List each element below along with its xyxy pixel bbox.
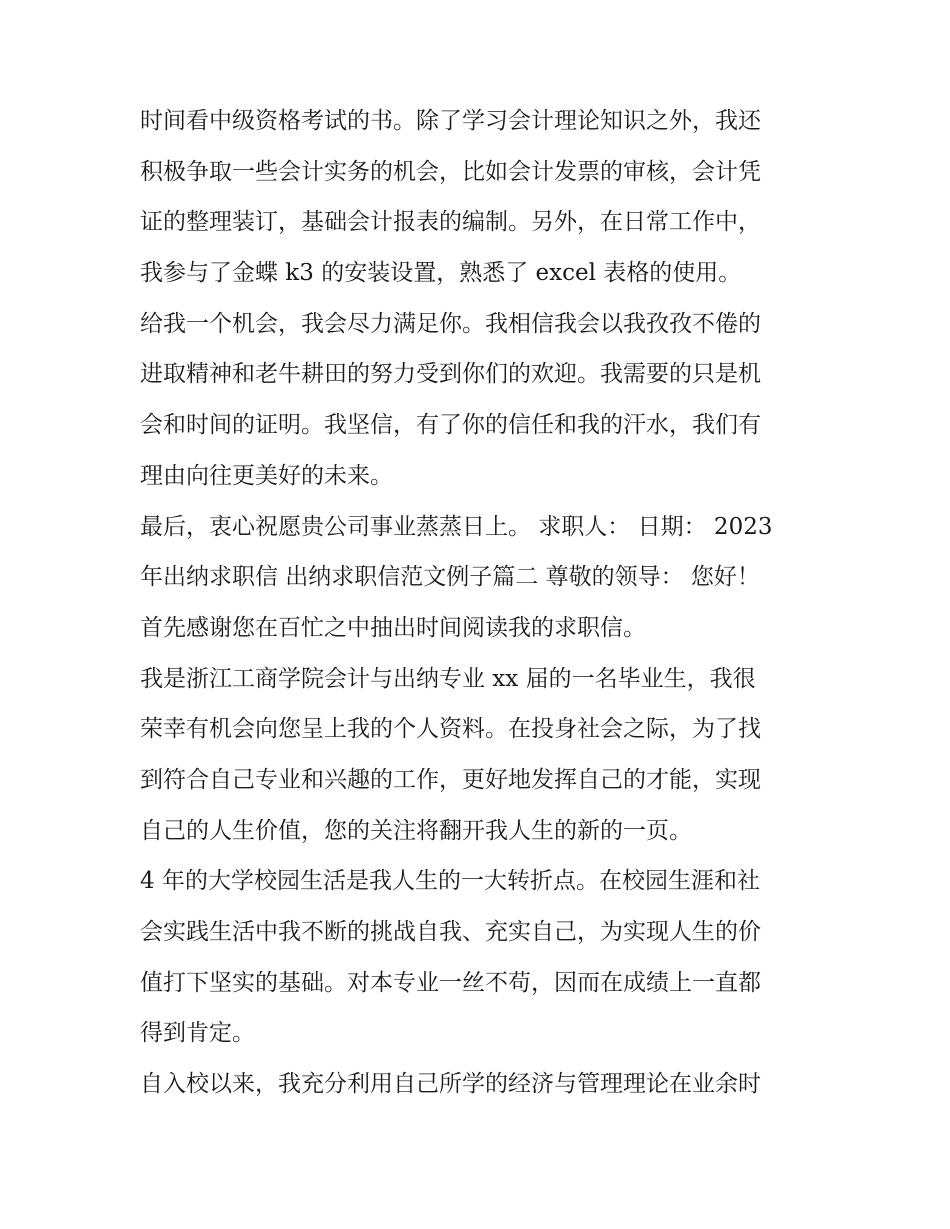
- text-line: 荣幸有机会向您呈上我的个人资料。在投身社会之际，为了找: [140, 716, 761, 743]
- text-line: 最后，衷心祝愿贵公司事业蒸蒸日上。 求职人： 日期： 2023: [140, 513, 773, 540]
- text-line: 自己的人生价值，您的关注将翻开我人生的新的一页。: [140, 817, 692, 844]
- text-line: 证的整理装订，基础会计报表的编制。另外，在日常工作中，: [140, 209, 761, 236]
- text-line: 自入校以来，我充分利用自己所学的经济与管理理论在业余时: [140, 1071, 761, 1098]
- text-line: 首先感谢您在百忙之中抽出时间阅读我的求职信。: [140, 614, 646, 641]
- text-line: 会实践生活中我不断的挑战自我、充实自己，为实现人生的价: [140, 919, 761, 945]
- text-line: 值打下坚实的基础。对本专业一丝不苟，因而在成绩上一直都: [140, 969, 761, 996]
- text-line: 我是浙江工商学院会计与出纳专业 xx 届的一名毕业生，我很: [140, 665, 756, 692]
- text-line: 得到肯定。: [140, 1020, 255, 1047]
- body-text: [140, 107, 812, 1121]
- text-line: 我参与了金蝶 k3 的安装设置，熟悉了 excel 表格的使用。: [140, 260, 742, 287]
- text-line: 理由向往更美好的未来。: [140, 462, 393, 489]
- text-line: 时间看中级资格考试的书。除了学习会计理论知识之外，我还: [140, 108, 761, 134]
- text-line: 4 年的大学校园生活是我人生的一大转折点。在校园生涯和社: [140, 868, 760, 895]
- text-line: 会和时间的证明。我坚信，有了你的信任和我的汗水，我们有: [140, 412, 761, 439]
- text-line: 积极争取一些会计实务的机会，比如会计发票的审核，会计凭: [140, 158, 761, 185]
- text-line: 进取精神和老牛耕田的努力受到你们的欢迎。我需要的只是机: [140, 361, 761, 388]
- text-line: 年出纳求职信 出纳求职信范文例子篇二 尊敬的领导： 您好！: [140, 564, 760, 591]
- text-line: 给我一个机会，我会尽力满足你。我相信我会以我孜孜不倦的: [140, 310, 761, 337]
- text-line: 到符合自己专业和兴趣的工作，更好地发挥自己的才能，实现: [140, 766, 761, 793]
